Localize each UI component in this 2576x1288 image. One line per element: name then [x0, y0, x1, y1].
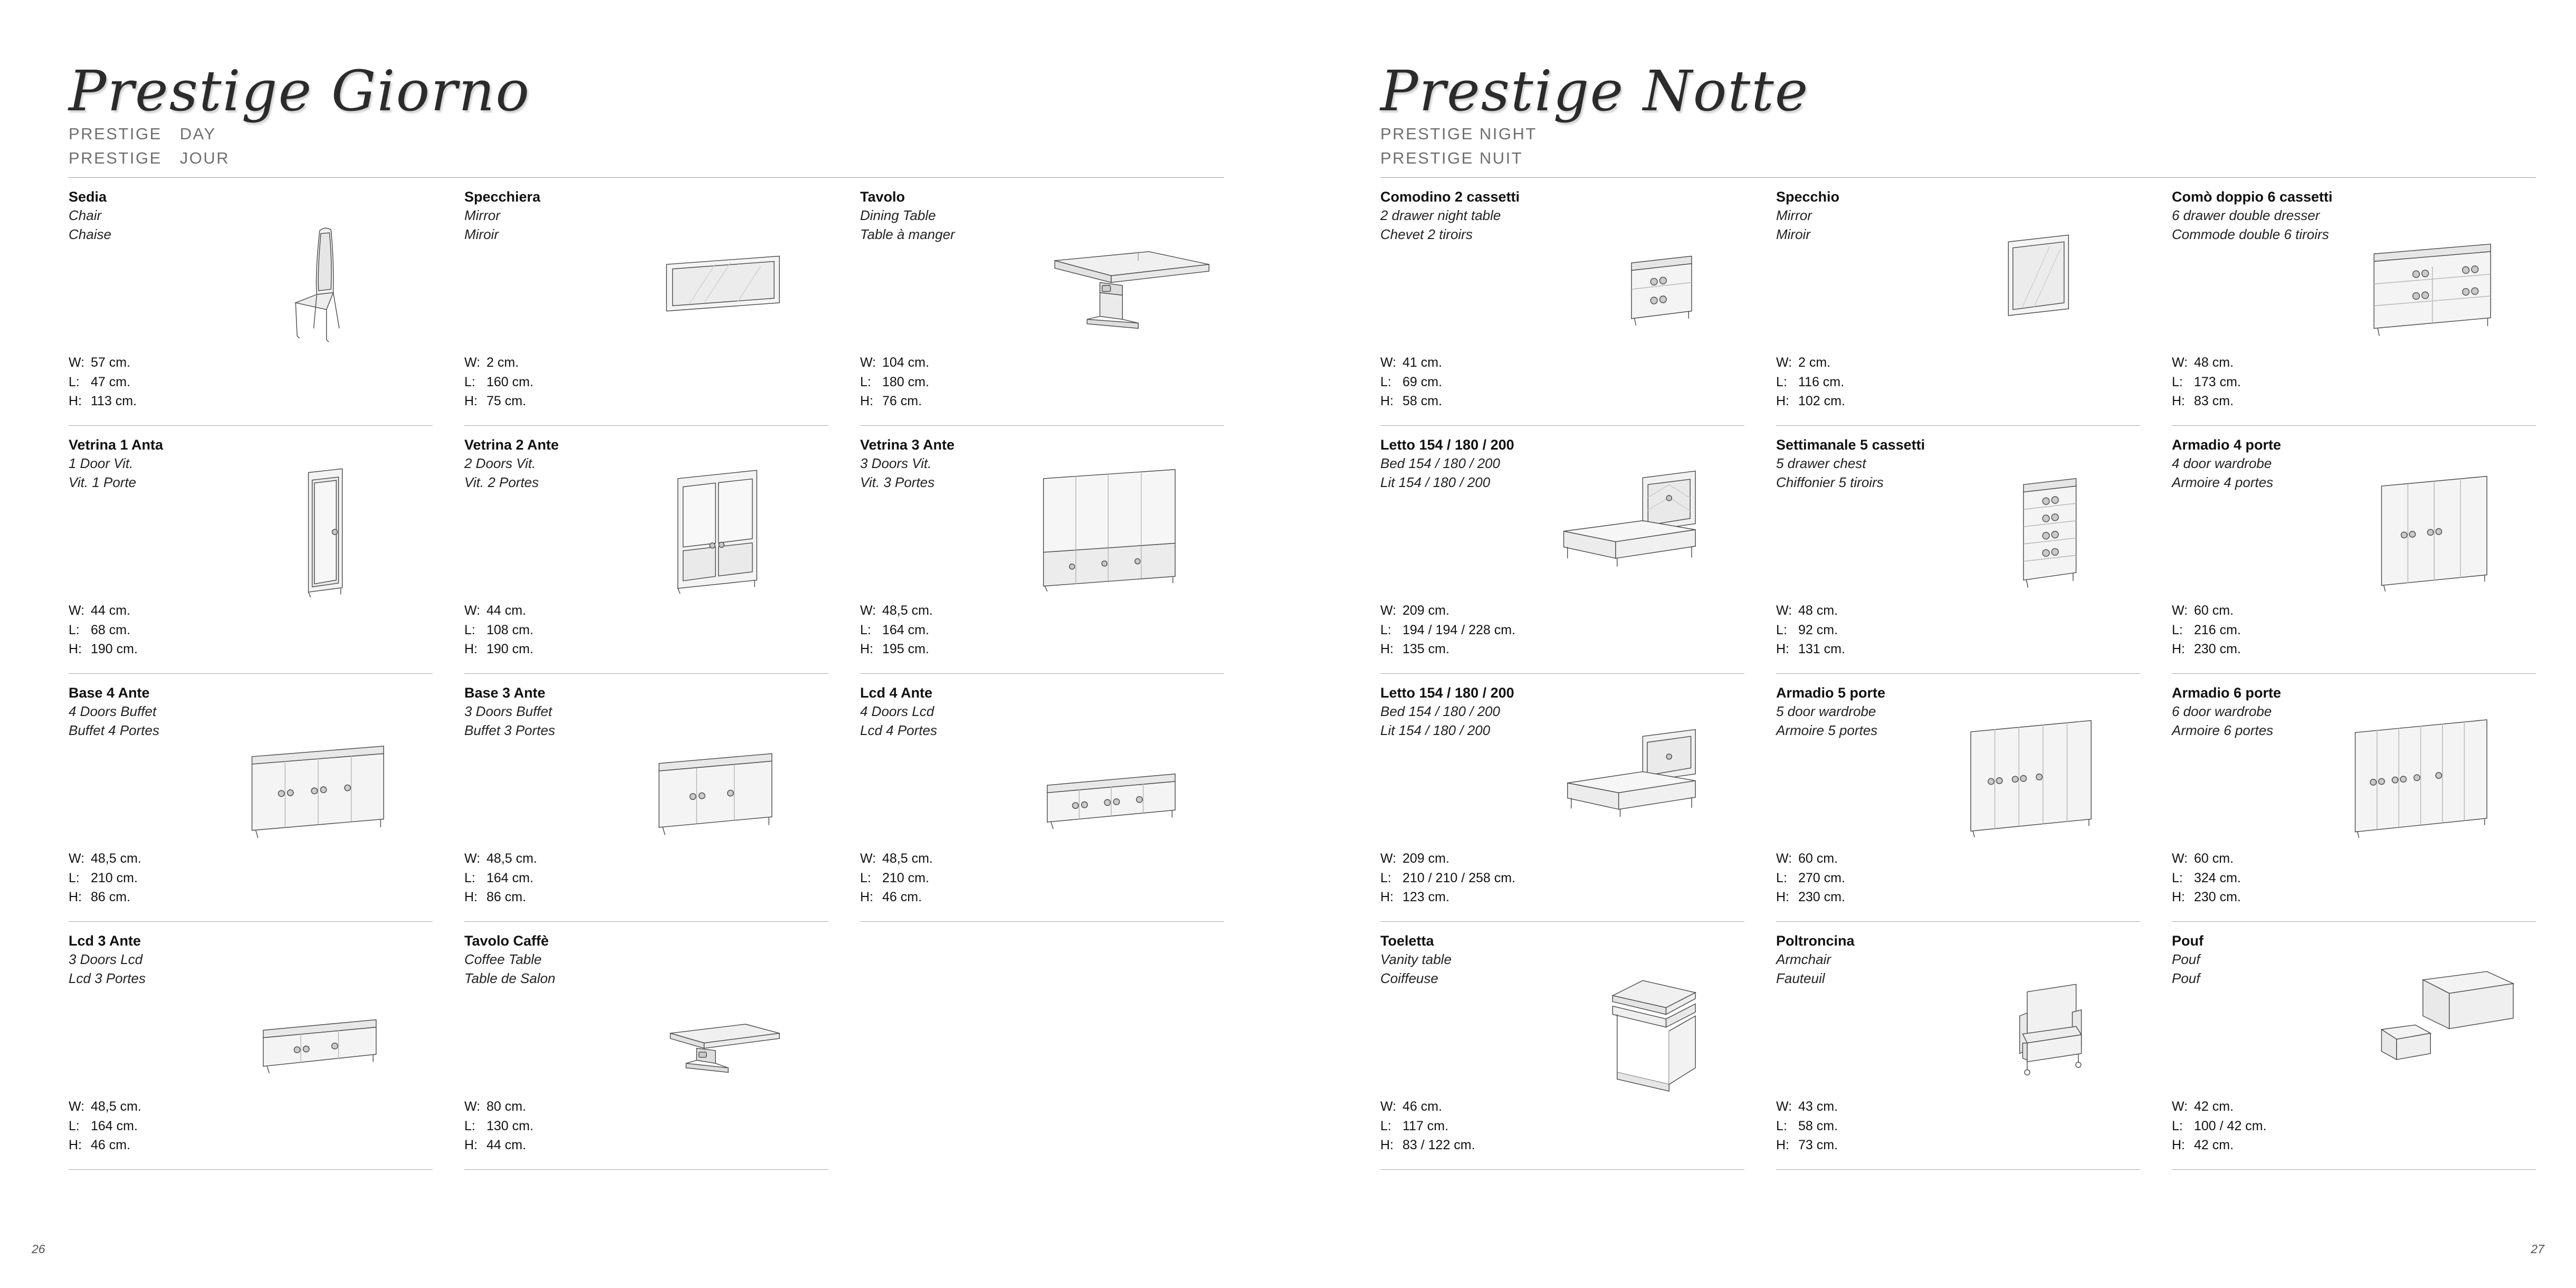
product-name-it: Lcd 3 Ante — [69, 933, 141, 949]
product-name-it: Pouf — [2172, 933, 2203, 949]
dim-label: W: — [1776, 355, 1792, 370]
product-titles — [1380, 683, 1744, 740]
dim-value: 86 cm. — [486, 889, 527, 904]
dim-value: 83 / 122 cm. — [1403, 1137, 1475, 1152]
product-name-fr: Coiffeuse — [1380, 970, 1438, 986]
product-name-it: Base 3 Ante — [464, 685, 546, 701]
product-name-en: Mirror — [1776, 207, 1812, 224]
product-name-it: Specchio — [1776, 189, 1840, 205]
dim-label: L: — [69, 870, 80, 885]
dim-value: 164 cm. — [882, 622, 929, 637]
dim-label: H: — [2172, 1137, 2185, 1152]
dim-label: W: — [69, 1099, 85, 1114]
product-name-en: Mirror — [464, 207, 500, 224]
left-subtitle-prestige-2: PRESTIGE — [69, 149, 162, 167]
dim-label: W: — [860, 603, 876, 618]
dim-value: 135 cm. — [1403, 641, 1449, 656]
product-name-en: 5 drawer chest — [1776, 455, 1866, 472]
dim-label: H: — [464, 393, 478, 408]
product-titles — [69, 187, 433, 244]
product-name-fr: Lit 154 / 180 / 200 — [1380, 722, 1491, 738]
product-name-it: Specchiera — [464, 189, 541, 205]
left-subtitle-fr — [69, 149, 1224, 168]
product-dimensions — [860, 353, 961, 411]
dim-label: H: — [1776, 889, 1789, 904]
product-name-en: 5 door wardrobe — [1776, 703, 1876, 720]
product-name-it: Vetrina 3 Ante — [860, 437, 955, 453]
dim-value: 164 cm. — [486, 870, 533, 885]
dim-value: 324 cm. — [2194, 870, 2241, 885]
dim-label: L: — [1776, 1118, 1787, 1133]
product-cell — [1380, 178, 1744, 426]
dim-value: 123 cm. — [1403, 889, 1449, 904]
right-brand-title: Prestige Notte — [1380, 59, 1809, 123]
product-name-en: 6 drawer double dresser — [2172, 207, 2320, 224]
dim-value: 104 cm. — [882, 355, 929, 370]
dim-label: H: — [464, 641, 478, 656]
dim-value: 216 cm. — [2194, 622, 2241, 637]
left-subtitle-jour: JOUR — [179, 149, 230, 167]
dim-value: 190 cm. — [486, 641, 533, 656]
product-titles — [1380, 435, 1744, 492]
product-name-it: Tavolo Caffè — [464, 933, 549, 949]
product-name-fr: Miroir — [464, 226, 499, 242]
product-titles — [464, 931, 828, 988]
dim-value: 210 cm. — [91, 870, 138, 885]
dim-value: 2 cm. — [1798, 355, 1831, 370]
dim-label: L: — [1380, 374, 1391, 389]
dim-label: H: — [2172, 393, 2185, 408]
product-name-en: 3 Doors Buffet — [464, 703, 552, 720]
dim-value: 41 cm. — [1403, 355, 1443, 370]
dim-label: L: — [2172, 1118, 2183, 1133]
dim-label: L: — [860, 374, 871, 389]
product-dimensions — [860, 601, 961, 659]
product-titles — [2172, 187, 2536, 244]
dim-label: L: — [464, 374, 475, 389]
dim-label: W: — [2172, 851, 2188, 866]
product-titles — [1776, 435, 2140, 492]
dim-label: L: — [69, 374, 80, 389]
dim-value: 42 cm. — [2194, 1099, 2234, 1114]
dim-label: W: — [1380, 355, 1397, 370]
dim-value: 130 cm. — [486, 1118, 533, 1133]
product-name-en: Bed 154 / 180 / 200 — [1380, 455, 1500, 472]
dim-value: 60 cm. — [2194, 851, 2234, 866]
product-name-fr: Table à manger — [860, 226, 955, 242]
dim-label: H: — [2172, 889, 2185, 904]
product-dimensions — [1380, 353, 1482, 411]
dim-value: 48,5 cm. — [882, 603, 933, 618]
left-page-content — [69, 59, 1224, 1170]
product-name-it: Letto 154 / 180 / 200 — [1380, 685, 1514, 701]
dim-value: 47 cm. — [91, 374, 131, 389]
dim-label: L: — [1380, 1118, 1391, 1133]
product-name-fr: Lcd 4 Portes — [860, 722, 937, 738]
product-name-en: Dining Table — [860, 207, 936, 224]
dim-value: 131 cm. — [1798, 641, 1845, 656]
left-subtitle-prestige: PRESTIGE — [69, 125, 162, 143]
dim-label: W: — [464, 1099, 481, 1114]
product-name-fr: Lit 154 / 180 / 200 — [1380, 474, 1491, 490]
product-titles — [69, 931, 433, 988]
product-name-en: Chair — [69, 207, 102, 224]
product-titles — [1380, 931, 1744, 988]
dim-label: H: — [1380, 1137, 1394, 1152]
dim-label: W: — [860, 355, 876, 370]
right-page-content — [1380, 59, 2536, 1170]
product-name-en: Armchair — [1776, 951, 1831, 968]
right-subtitle-en: PRESTIGE NIGHT — [1380, 125, 1537, 143]
dim-label: L: — [860, 622, 871, 637]
product-name-en: 2 Doors Vit. — [464, 455, 536, 472]
product-cell — [1380, 674, 1744, 922]
product-titles — [1380, 187, 1744, 244]
product-name-en: 3 Doors Vit. — [860, 455, 932, 472]
product-cell — [69, 426, 433, 674]
dim-value: 58 cm. — [1798, 1118, 1838, 1133]
product-dimensions — [69, 1097, 170, 1155]
dim-label: L: — [2172, 870, 2183, 885]
dim-value: 48 cm. — [1798, 603, 1838, 618]
right-product-grid — [1380, 178, 2536, 1170]
dim-value: 117 cm. — [1403, 1118, 1449, 1133]
product-name-it: Comodino 2 cassetti — [1380, 189, 1520, 205]
dim-value: 48 cm. — [2194, 355, 2234, 370]
left-brand-title: Prestige Giorno — [69, 59, 531, 123]
product-titles — [860, 435, 1224, 492]
dim-label: W: — [69, 851, 85, 866]
dim-label: H: — [2172, 641, 2185, 656]
product-name-it: Armadio 5 porte — [1776, 685, 1886, 701]
product-titles — [464, 187, 828, 244]
product-name-en: 1 Door Vit. — [69, 455, 133, 472]
dim-value: 83 cm. — [2194, 393, 2234, 408]
product-titles — [69, 435, 433, 492]
product-name-en: Pouf — [2172, 951, 2200, 968]
dim-value: 48,5 cm. — [91, 1099, 141, 1114]
product-name-it: Armadio 4 porte — [2172, 437, 2282, 453]
product-name-en: 4 Doors Lcd — [860, 703, 934, 720]
product-cell — [464, 922, 828, 1170]
dim-label: L: — [464, 1118, 475, 1133]
dim-value: 44 cm. — [91, 603, 131, 618]
dim-label: W: — [860, 851, 876, 866]
product-name-it: Sedia — [69, 189, 107, 205]
dim-value: 60 cm. — [2194, 603, 2234, 618]
dim-label: W: — [1776, 603, 1792, 618]
left-subtitle-day: DAY — [179, 125, 216, 143]
dim-label: W: — [464, 355, 481, 370]
dim-value: 108 cm. — [486, 622, 533, 637]
product-dimensions — [1380, 601, 1515, 659]
dim-value: 58 cm. — [1403, 393, 1443, 408]
product-name-fr: Buffet 3 Portes — [464, 722, 555, 738]
product-cell — [1776, 922, 2140, 1170]
dim-value: 48,5 cm. — [91, 851, 141, 866]
dim-label: H: — [69, 889, 82, 904]
product-cell — [1776, 178, 2140, 426]
empty-cell — [860, 922, 1224, 1170]
dim-value: 80 cm. — [486, 1099, 527, 1114]
product-name-it: Poltroncina — [1776, 933, 1855, 949]
product-name-it: Settimanale 5 cassetti — [1776, 437, 1925, 453]
dim-label: L: — [1776, 870, 1787, 885]
dim-value: 43 cm. — [1798, 1099, 1838, 1114]
product-cell — [464, 178, 828, 426]
product-cell — [464, 674, 828, 922]
dim-value: 86 cm. — [91, 889, 131, 904]
product-dimensions — [1776, 353, 1877, 411]
dim-value: 209 cm. — [1403, 603, 1449, 618]
product-dimensions — [464, 849, 566, 907]
dim-value: 57 cm. — [91, 355, 131, 370]
product-name-fr: Armoire 6 portes — [2172, 722, 2274, 738]
product-cell — [860, 674, 1224, 922]
dim-value: 73 cm. — [1798, 1137, 1838, 1152]
product-name-fr: Buffet 4 Portes — [69, 722, 159, 738]
product-name-fr: Lcd 3 Portes — [69, 970, 146, 986]
dim-value: 173 cm. — [2194, 374, 2241, 389]
product-name-it: Vetrina 2 Ante — [464, 437, 559, 453]
left-page-header — [69, 59, 1224, 178]
dim-value: 48,5 cm. — [486, 851, 537, 866]
product-name-it: Armadio 6 porte — [2172, 685, 2282, 701]
product-titles — [464, 435, 828, 492]
product-name-en: Vanity table — [1380, 951, 1452, 968]
dim-label: L: — [1776, 622, 1787, 637]
product-cell — [69, 674, 433, 922]
product-name-it: Letto 154 / 180 / 200 — [1380, 437, 1514, 453]
product-name-fr: Vit. 2 Portes — [464, 474, 539, 490]
dim-label: W: — [1380, 603, 1397, 618]
dim-label: H: — [860, 889, 873, 904]
dim-label: L: — [860, 870, 871, 885]
product-dimensions — [860, 849, 961, 907]
dim-value: 190 cm. — [91, 641, 138, 656]
dim-value: 44 cm. — [486, 603, 527, 618]
dim-label: L: — [2172, 622, 2183, 637]
dim-value: 164 cm. — [91, 1118, 138, 1133]
product-name-it: Tavolo — [860, 189, 905, 205]
product-cell — [2172, 178, 2536, 426]
product-name-fr: Armoire 5 portes — [1776, 722, 1878, 738]
dim-label: L: — [464, 870, 475, 885]
product-titles — [69, 683, 433, 740]
catalog-page-right — [1288, 0, 2576, 1288]
product-cell — [1380, 922, 1744, 1170]
product-name-fr: Miroir — [1776, 226, 1810, 242]
product-dimensions — [1776, 1097, 1877, 1155]
product-cell — [2172, 674, 2536, 922]
dim-label: W: — [1380, 1099, 1397, 1114]
dim-value: 116 cm. — [1798, 374, 1845, 389]
product-name-en: Coffee Table — [464, 951, 542, 968]
page-number-right: 27 — [2531, 1242, 2544, 1256]
product-dimensions — [69, 601, 170, 659]
product-name-en: 6 door wardrobe — [2172, 703, 2272, 720]
product-titles — [464, 683, 828, 740]
product-name-fr: Chiffonier 5 tiroirs — [1776, 474, 1884, 490]
product-titles — [1776, 683, 2140, 740]
dim-value: 209 cm. — [1403, 851, 1449, 866]
product-dimensions — [2172, 601, 2273, 659]
dim-label: W: — [2172, 1099, 2188, 1114]
dim-label: H: — [1380, 889, 1394, 904]
dim-label: L: — [1380, 622, 1391, 637]
dim-label: H: — [69, 1137, 82, 1152]
dim-label: W: — [69, 603, 85, 618]
product-name-fr: Vit. 1 Porte — [69, 474, 137, 490]
product-name-it: Base 4 Ante — [69, 685, 150, 701]
product-cell — [2172, 426, 2536, 674]
dim-label: W: — [1776, 1099, 1792, 1114]
product-name-it: Toeletta — [1380, 933, 1434, 949]
product-cell — [2172, 922, 2536, 1170]
product-titles — [2172, 931, 2536, 988]
dim-value: 100 / 42 cm. — [2194, 1118, 2267, 1133]
product-name-it: Comò doppio 6 cassetti — [2172, 189, 2333, 205]
dim-value: 69 cm. — [1403, 374, 1443, 389]
dim-value: 46 cm. — [882, 889, 922, 904]
product-dimensions — [1776, 601, 1877, 659]
dim-value: 46 cm. — [1403, 1099, 1443, 1114]
dim-label: H: — [1776, 393, 1789, 408]
dim-label: H: — [1380, 393, 1394, 408]
dim-value: 113 cm. — [91, 393, 137, 408]
product-titles — [2172, 435, 2536, 492]
product-titles — [1776, 187, 2140, 244]
dim-label: H: — [860, 641, 873, 656]
product-name-it: Lcd 4 Ante — [860, 685, 933, 701]
dim-label: H: — [464, 889, 478, 904]
dim-value: 76 cm. — [882, 393, 922, 408]
right-page-header — [1380, 59, 2536, 178]
product-cell — [69, 178, 433, 426]
product-cell — [860, 178, 1224, 426]
product-cell — [464, 426, 828, 674]
dim-label: H: — [69, 641, 82, 656]
dim-label: H: — [860, 393, 873, 408]
product-name-fr: Fauteuil — [1776, 970, 1825, 986]
dim-value: 210 / 210 / 258 cm. — [1403, 870, 1516, 885]
product-name-it: Vetrina 1 Anta — [69, 437, 164, 453]
product-dimensions — [69, 849, 170, 907]
dim-value: 42 cm. — [2194, 1137, 2234, 1152]
dim-value: 92 cm. — [1798, 622, 1838, 637]
dim-value: 230 cm. — [1798, 889, 1845, 904]
product-cell — [1380, 426, 1744, 674]
dim-value: 270 cm. — [1798, 870, 1845, 885]
dim-label: L: — [464, 622, 475, 637]
product-name-en: 3 Doors Lcd — [69, 951, 143, 968]
product-dimensions — [464, 601, 566, 659]
product-dimensions — [464, 1097, 566, 1155]
dim-label: L: — [1776, 374, 1787, 389]
dim-value: 44 cm. — [486, 1137, 527, 1152]
left-subtitle-en — [69, 125, 1224, 144]
dim-value: 75 cm. — [486, 393, 527, 408]
product-name-en: 4 door wardrobe — [2172, 455, 2272, 472]
product-name-fr: Armoire 4 portes — [2172, 474, 2274, 490]
dim-label: W: — [464, 851, 481, 866]
product-cell — [1776, 674, 2140, 922]
dim-label: W: — [1776, 851, 1792, 866]
product-dimensions — [2172, 353, 2273, 411]
dim-value: 68 cm. — [91, 622, 131, 637]
dim-value: 230 cm. — [2194, 641, 2241, 656]
product-dimensions — [1380, 1097, 1482, 1155]
product-cell — [1776, 426, 2140, 674]
dim-value: 180 cm. — [882, 374, 929, 389]
dim-value: 195 cm. — [882, 641, 929, 656]
dim-label: W: — [464, 603, 481, 618]
dim-value: 160 cm. — [486, 374, 533, 389]
right-subtitle-fr: PRESTIGE NUIT — [1380, 149, 1523, 167]
product-name-en: 2 drawer night table — [1380, 207, 1501, 224]
product-cell — [860, 426, 1224, 674]
dim-label: H: — [464, 1137, 478, 1152]
product-dimensions — [1380, 849, 1515, 907]
product-dimensions — [1776, 849, 1877, 907]
dim-label: L: — [69, 1118, 80, 1133]
dim-value: 48,5 cm. — [882, 851, 933, 866]
dim-value: 2 cm. — [486, 355, 519, 370]
dim-label: W: — [69, 355, 85, 370]
dim-value: 230 cm. — [2194, 889, 2241, 904]
product-titles — [1776, 931, 2140, 988]
left-product-grid — [69, 178, 1224, 1170]
dim-value: 60 cm. — [1798, 851, 1838, 866]
dim-label: L: — [69, 622, 80, 637]
product-dimensions — [69, 353, 170, 411]
dim-label: W: — [1380, 851, 1397, 866]
dim-value: 102 cm. — [1798, 393, 1845, 408]
dim-value: 194 / 194 / 228 cm. — [1403, 622, 1516, 637]
product-titles — [860, 683, 1224, 740]
product-name-fr: Commode double 6 tiroirs — [2172, 226, 2329, 242]
dim-label: L: — [2172, 374, 2183, 389]
dim-label: H: — [69, 393, 82, 408]
dim-label: H: — [1776, 1137, 1789, 1152]
page-number-left: 26 — [32, 1242, 45, 1256]
product-name-en: Bed 154 / 180 / 200 — [1380, 703, 1500, 720]
product-titles — [2172, 683, 2536, 740]
product-name-fr: Vit. 3 Portes — [860, 474, 935, 490]
product-dimensions — [464, 353, 566, 411]
product-name-fr: Chevet 2 tiroirs — [1380, 226, 1473, 242]
dim-label: W: — [2172, 355, 2188, 370]
product-name-fr: Chaise — [69, 226, 111, 242]
dim-value: 210 cm. — [882, 870, 929, 885]
product-name-fr: Pouf — [2172, 970, 2200, 986]
dim-label: L: — [1380, 870, 1391, 885]
product-dimensions — [2172, 849, 2273, 907]
dim-label: H: — [1776, 641, 1789, 656]
product-cell — [69, 922, 433, 1170]
dim-value: 46 cm. — [91, 1137, 131, 1152]
product-name-fr: Table de Salon — [464, 970, 556, 986]
product-titles — [860, 187, 1224, 244]
product-name-en: 4 Doors Buffet — [69, 703, 157, 720]
dim-label: W: — [2172, 603, 2188, 618]
dim-label: H: — [1380, 641, 1394, 656]
product-dimensions — [2172, 1097, 2273, 1155]
